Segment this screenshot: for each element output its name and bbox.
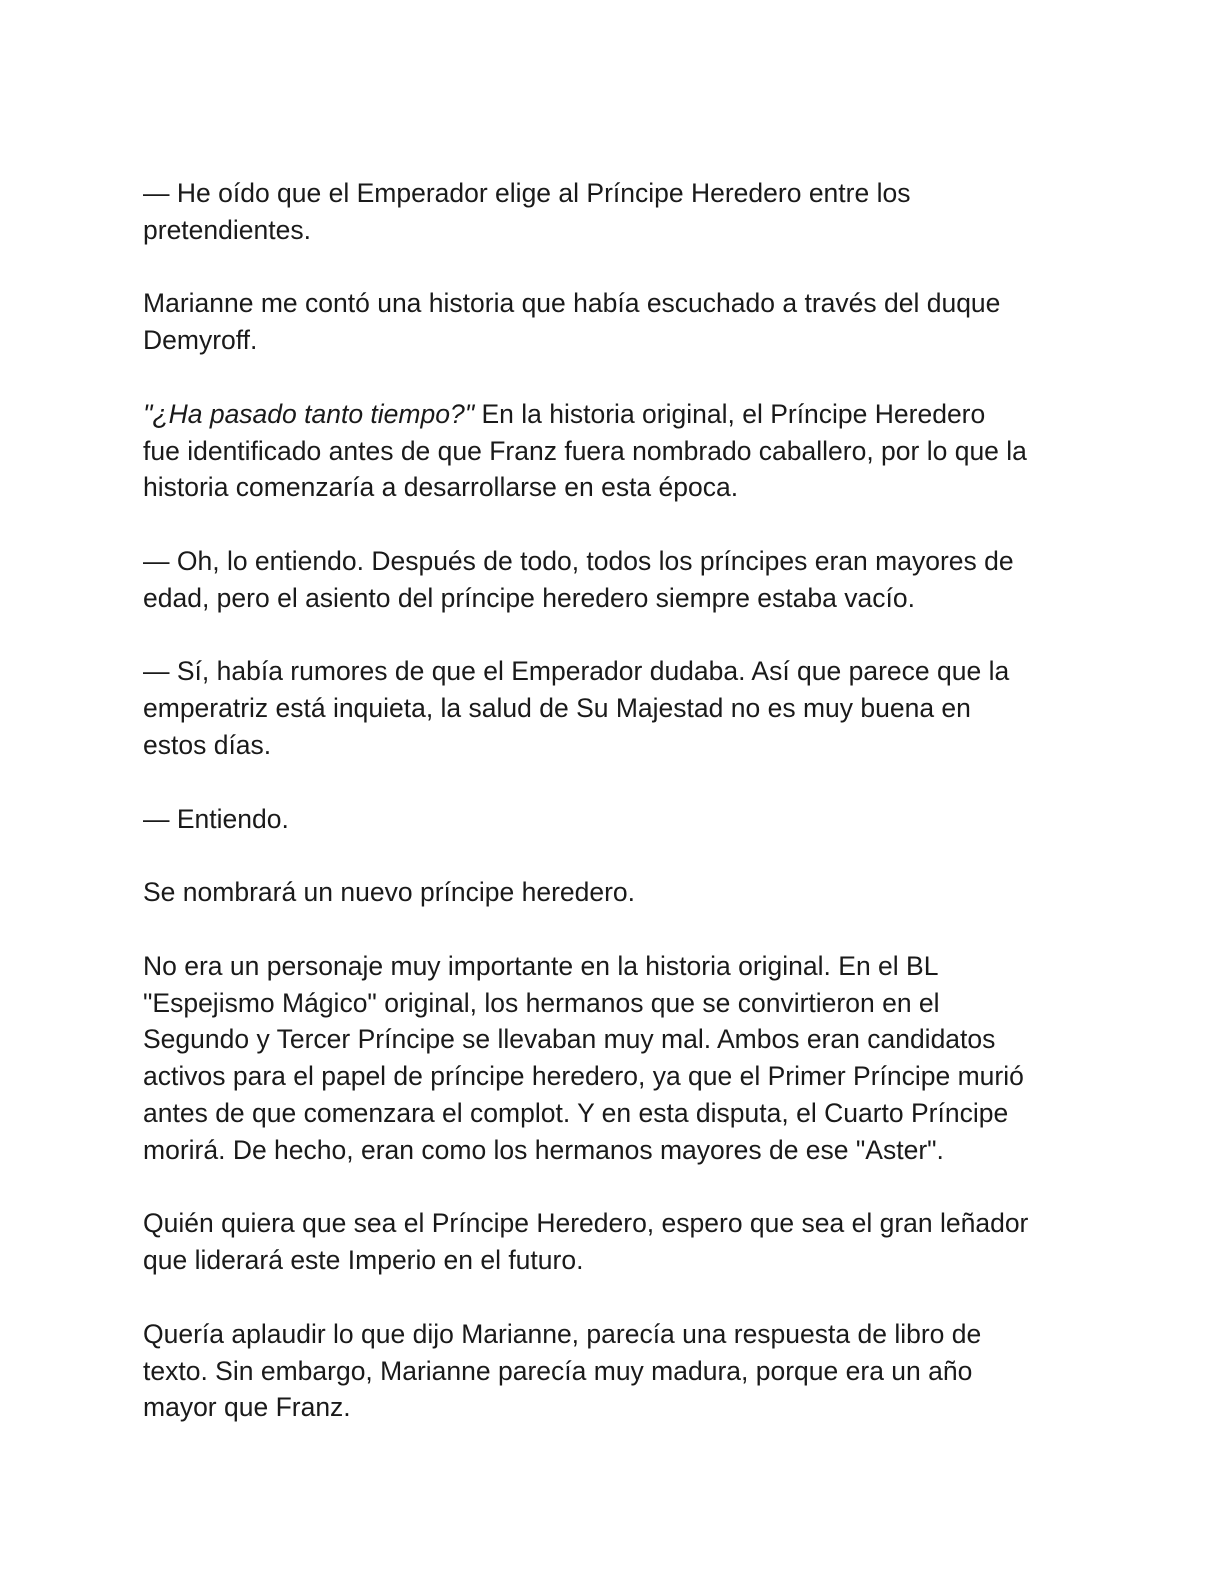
paragraph-line: historia comenzaría a desarrollarse en esta época. <box>143 472 739 503</box>
paragraph-line: fue identificado antes de que Franz fuera nombrado caballero, por lo que la <box>143 435 1027 466</box>
paragraph-line: — Sí, había rumores de que el Emperador dudaba. Así que parece que la <box>143 656 1010 687</box>
paragraph-line: estos días. <box>143 729 272 760</box>
paragraph-line: No era un personaje muy importante en la historia original. En el BL <box>143 950 939 981</box>
paragraph-line: Demyroff. <box>143 325 258 356</box>
paragraph-line: "Espejismo Mágico" original, los hermanos que se convirtieron en el <box>143 987 940 1018</box>
italic-quote: "¿Ha pasado tanto tiempo?" <box>143 398 475 429</box>
paragraph-line: — Oh, lo entiendo. Después de todo, todos los príncipes eran mayores de <box>143 545 1014 576</box>
paragraph-9 <box>143 1205 1083 1279</box>
paragraph-line: edad, pero el asiento del príncipe heredero siempre estaba vacío. <box>143 582 915 613</box>
paragraph-7 <box>143 874 1083 911</box>
paragraph-line: activos para el papel de príncipe heredero, ya que el Primer Príncipe murió <box>143 1061 1024 1092</box>
paragraph-line: Quería aplaudir lo que dijo Marianne, parecía una respuesta de libro de <box>143 1318 982 1349</box>
paragraph-line: Se nombrará un nuevo príncipe heredero. <box>143 877 636 908</box>
paragraph-line: — He oído que el Emperador elige al Príncipe Heredero entre los <box>143 178 911 208</box>
paragraph-5 <box>143 653 1083 763</box>
paragraph-4 <box>143 543 1083 617</box>
paragraph-line: texto. Sin embargo, Marianne parecía muy madura, porque era un año <box>143 1355 973 1386</box>
paragraph-line: Quién quiera que sea el Príncipe Heredero, espero que sea el gran leñador <box>143 1208 1029 1239</box>
paragraph-1 <box>143 175 1083 249</box>
paragraph-line: morirá. De hecho, eran como los hermanos mayores de ese "Aster". <box>143 1134 944 1165</box>
paragraph-line: Segundo y Tercer Príncipe se llevaban muy mal. Ambos eran candidatos <box>143 1024 996 1055</box>
paragraph-line: — Entiendo. <box>143 803 289 834</box>
paragraph-10 <box>143 1316 1083 1426</box>
paragraph-line <box>143 396 1083 433</box>
paragraph-3 <box>143 396 1083 506</box>
paragraph-line-text: En la historia original, el Príncipe Heredero <box>474 398 986 429</box>
paragraph-line: pretendientes. <box>143 214 311 245</box>
paragraph-8 <box>143 948 1083 1169</box>
paragraph-line: mayor que Franz. <box>143 1392 351 1423</box>
paragraph-line: emperatriz está inquieta, la salud de Su Majestad no es muy buena en <box>143 693 971 724</box>
paragraph-6 <box>143 801 1083 838</box>
paragraph-line: Marianne me contó una historia que había escuchado a través del duque <box>143 288 1001 319</box>
paragraph-2 <box>143 285 1083 359</box>
paragraph-line: antes de que comenzara el complot. Y en esta disputa, el Cuarto Príncipe <box>143 1097 1009 1128</box>
paragraph-line: que liderará este Imperio en el futuro. <box>143 1245 584 1276</box>
document-page <box>143 175 1083 1463</box>
